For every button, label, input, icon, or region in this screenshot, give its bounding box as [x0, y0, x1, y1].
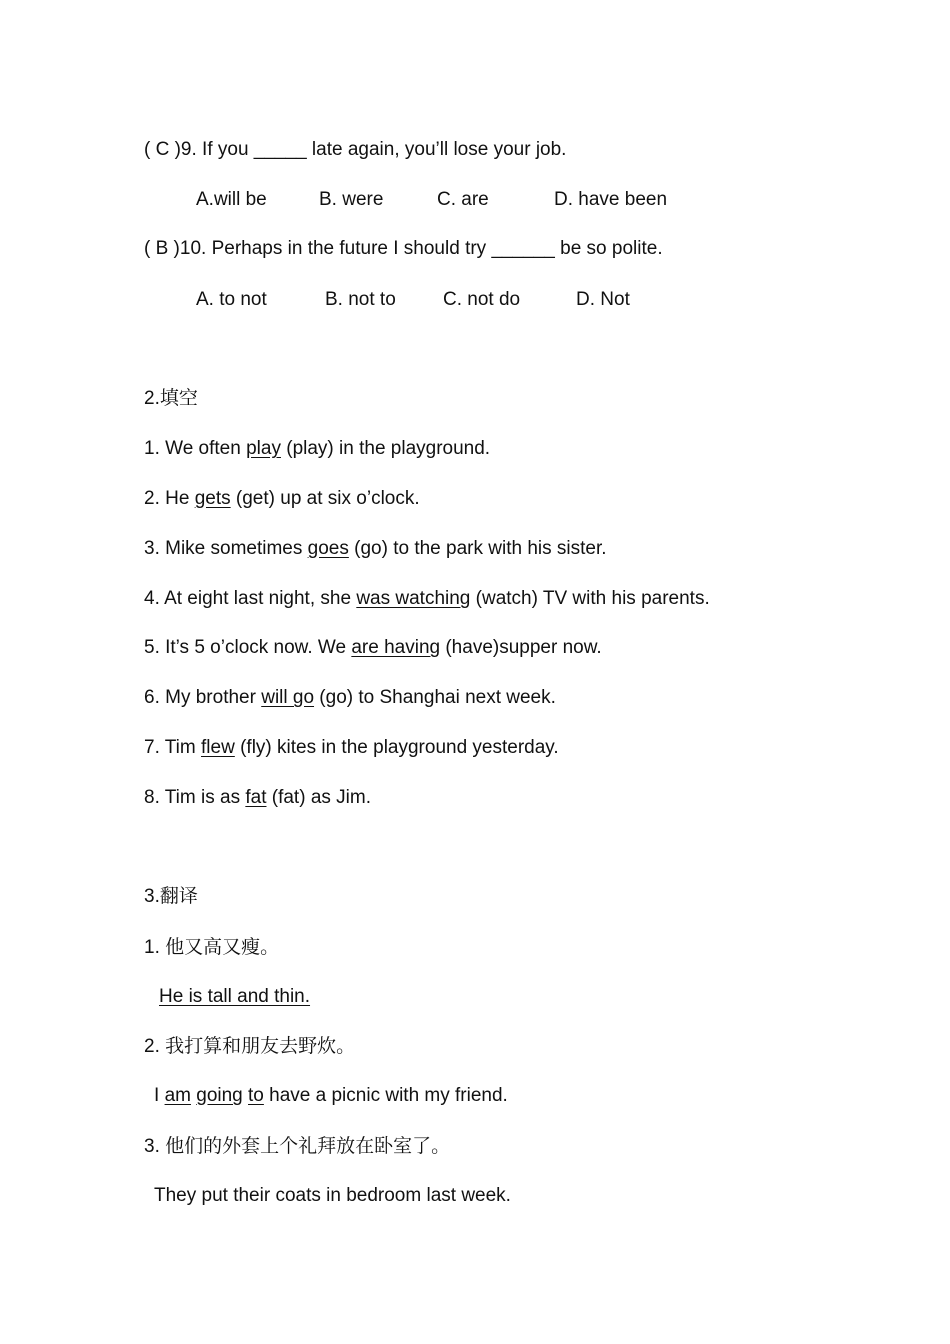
mc-question-9: ( C )9. If you _____ late again, you’ll lose your job.: [144, 139, 567, 160]
translate-answer-2: [154, 1084, 508, 1108]
fill-item-text: (fat) as Jim.: [266, 787, 371, 808]
fill-item: [144, 686, 556, 710]
fill-item-text: 7. Tim: [144, 737, 202, 758]
fill-item-text: (go) to Shanghai next week.: [314, 687, 556, 708]
q10-option-c: C. not do: [443, 289, 521, 310]
fill-answer: goes: [307, 538, 349, 559]
chinese-sentence: 他们的外套上个礼拜放在卧室了。: [165, 1135, 451, 1157]
section-heading-fill: 2.填空: [144, 388, 198, 409]
fill-answer: are having: [351, 637, 441, 658]
fill-answer: fat: [245, 787, 267, 808]
answer-text: have a picnic with my friend.: [263, 1085, 508, 1106]
fill-answer: will go: [261, 687, 315, 708]
answer-underlined: to: [248, 1085, 264, 1106]
answer-underlined: am: [164, 1085, 191, 1106]
q9-option-a: A.will be: [196, 189, 267, 210]
fill-item: [144, 487, 420, 511]
fill-answer: flew: [201, 737, 235, 758]
fill-item-text: (have)supper now.: [440, 637, 602, 658]
fill-item-text: 4. At eight last night, she: [144, 588, 357, 609]
q10-option-b: B. not to: [325, 289, 396, 310]
fill-item-text: (watch) TV with his parents.: [470, 588, 710, 609]
chinese-sentence: 我打算和朋友去野炊。: [165, 1035, 356, 1057]
fill-item-text: (go) to the park with his sister.: [348, 538, 607, 559]
q9-option-d: D. have been: [554, 189, 668, 210]
fill-item-text: (get) up at six o’clock.: [230, 488, 420, 509]
translate-question-1: [144, 935, 279, 960]
translate-answer-3: They put their coats in bedroom last week.: [154, 1185, 511, 1206]
question-number: 1.: [144, 937, 166, 958]
fill-item: [144, 537, 607, 561]
section-heading-translate: 3.翻译: [144, 886, 198, 907]
answer-underlined: going: [196, 1085, 243, 1106]
q10-option-a: A. to not: [196, 289, 267, 310]
fill-item-text: (fly) kites in the playground yesterday.: [234, 737, 559, 758]
fill-item: [144, 437, 490, 461]
q9-option-c: C. are: [437, 189, 489, 210]
fill-item: [144, 636, 602, 660]
fill-answer: play: [246, 438, 281, 459]
fill-item-text: 8. Tim is as: [144, 787, 246, 808]
fill-item-text: 5. It’s 5 o’clock now. We: [144, 637, 352, 658]
q10-option-d: D. Not: [576, 289, 630, 310]
chinese-sentence: 他又高又瘦。: [165, 936, 280, 958]
question-number: 2.: [144, 1036, 166, 1057]
fill-item-text: (play) in the playground.: [280, 438, 491, 459]
q9-option-b: B. were: [319, 189, 384, 210]
fill-item-text: 1. We often: [144, 438, 247, 459]
fill-answer: gets: [194, 488, 231, 509]
fill-item-text: 2. He: [144, 488, 195, 509]
fill-item: [144, 786, 371, 810]
fill-item-text: 3. Mike sometimes: [144, 538, 308, 559]
fill-item: [144, 587, 710, 611]
answer-text: He is tall and thin.: [159, 986, 311, 1007]
translate-question-3: [144, 1134, 450, 1159]
question-number: 3.: [144, 1136, 166, 1157]
fill-item: [144, 736, 559, 760]
translate-question-2: [144, 1034, 355, 1059]
translate-answer-1: [159, 985, 310, 1009]
fill-item-text: 6. My brother: [144, 687, 262, 708]
answer-text: I: [154, 1085, 165, 1106]
mc-question-10: ( B )10. Perhaps in the future I should try ______ be so polite.: [144, 238, 663, 259]
fill-answer: was watching: [356, 588, 471, 609]
